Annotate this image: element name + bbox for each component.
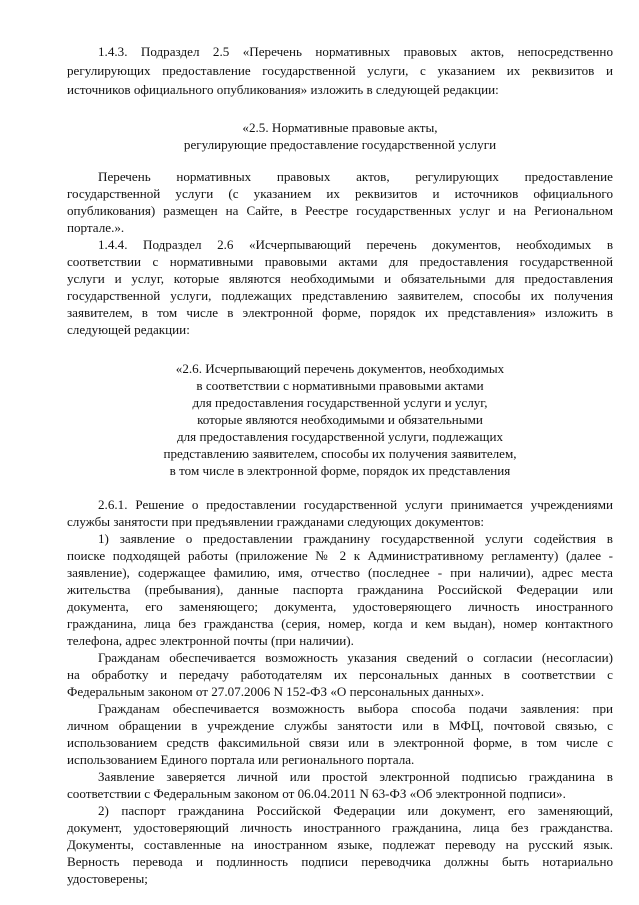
text-line: удостоверены;: [67, 871, 148, 886]
text-line: Документы, составленные на иностранном языке, подлежат переводу на русский язык.: [67, 837, 613, 852]
text-line: Гражданам обеспечивается возможность указания сведений о согласии (несогласии): [98, 650, 613, 665]
text-line: государственной услуги (с указанием их реквизитов и источников официального: [67, 186, 613, 201]
text-line: 2) паспорт гражданина Российской Федерации или документ, его заменяющий,: [98, 803, 613, 818]
section-heading: «2.6. Исчерпывающий перечень документов, необходимых: [175, 361, 505, 376]
text-line: 2.6.1. Решение о предоставлении государственной услуги принимается учреждениями: [98, 497, 613, 512]
text-line: гражданина, лица без гражданства (серия, номер, когда и кем выдан), номер контактного: [67, 616, 613, 631]
text-line: 1.4.3. Подраздел 2.5 «Перечень нормативных правовых актов, непосредственно: [98, 44, 613, 59]
text-line: регулирующих предоставление государственной услуги, с указанием их реквизитов и: [67, 63, 613, 78]
text-line: следующей редакции:: [67, 322, 190, 337]
text-line: соответствии с нормативными правовыми актами для предоставления государственной: [67, 254, 613, 269]
text-line: опубликования) размещен на Сайте, в Реестре государственных услуг и на Региональном: [67, 203, 613, 218]
text-line: соответствии с Федеральным законом от 06.04.2011 N 63-ФЗ «Об электронной подписи».: [67, 786, 566, 801]
text-line: службы занятости при предъявлении гражданами следующих документов:: [67, 514, 485, 529]
text-line: 1) заявление о предоставлении гражданину государственной услуги содействия в: [98, 531, 613, 546]
text-line: на обработку и передачу работодателям их персональных данных в соответствии с: [67, 667, 613, 682]
section-heading: представлению заявителем, способы их получения заявителем,: [163, 446, 517, 461]
text-line: личном обращении в учреждение службы занятости или в МФЦ, почтовой связью, с: [67, 718, 613, 733]
section-heading: регулирующие предоставление государственной услуги: [183, 137, 497, 152]
text-line: услуги и услуг, которые являются необходимыми и обязательными для предоставления: [67, 271, 613, 286]
section-heading: «2.5. Нормативные правовые акты,: [242, 120, 438, 135]
text-line: портале.».: [67, 220, 125, 235]
section-heading: в том числе в электронной форме, порядок их представления: [169, 463, 511, 478]
text-line: документа, его заменяющего; документа, удостоверяющего личность иностранного: [67, 599, 613, 614]
document-page: [67, 0, 613, 905]
text-line: источников официального опубликования» изложить в следующей редакции:: [67, 82, 499, 97]
text-line: государственной услуги, подлежащих представлению заявителем, способы их получения: [67, 288, 613, 303]
text-line: Перечень нормативных правовых актов, регулирующих предоставление: [98, 169, 613, 184]
section-heading: в соответствии с нормативными правовыми актами: [196, 378, 484, 393]
section-heading: для предоставления государственной услуги, подлежащих: [176, 429, 504, 444]
section-heading: которые являются необходимыми и обязательными: [197, 412, 483, 427]
text-line: жительства (пребывания), данные паспорта гражданина Российской Федерации или: [67, 582, 613, 597]
text-line: заявление), содержащее фамилию, имя, отчество (последнее - при наличии), адрес места: [67, 565, 613, 580]
text-line: 1.4.4. Подраздел 2.6 «Исчерпывающий перечень документов, необходимых в: [98, 237, 613, 252]
text-line: Гражданам обеспечивается возможность выбора способа подачи заявления: при: [98, 701, 613, 716]
text-line: Заявление заверяется личной или простой электронной подписью гражданина в: [98, 769, 613, 784]
text-line: поиске подходящей работы (приложение № 2 к Административному регламенту) (далее -: [67, 548, 613, 563]
text-line: телефона, адрес электронной почты (при наличии).: [67, 633, 354, 648]
text-line: использованием средств факсимильной связи или в электронной форме, в том числе с: [67, 735, 613, 750]
text-line: заявителем, в том числе в электронной форме, порядок их представления» изложить в: [67, 305, 613, 320]
text-line: Верность перевода и подлинность подписи переводчика должны быть нотариально: [67, 854, 613, 869]
section-heading: для предоставления государственной услуги и услуг,: [192, 395, 488, 410]
text-line: использованием Единого портала или регионального портала.: [67, 752, 415, 767]
text-line: Федеральным законом от 27.07.2006 N 152-ФЗ «О персональных данных».: [67, 684, 485, 699]
text-line: документ, удостоверяющий личность иностранного гражданина, лица без гражданства.: [67, 820, 613, 835]
